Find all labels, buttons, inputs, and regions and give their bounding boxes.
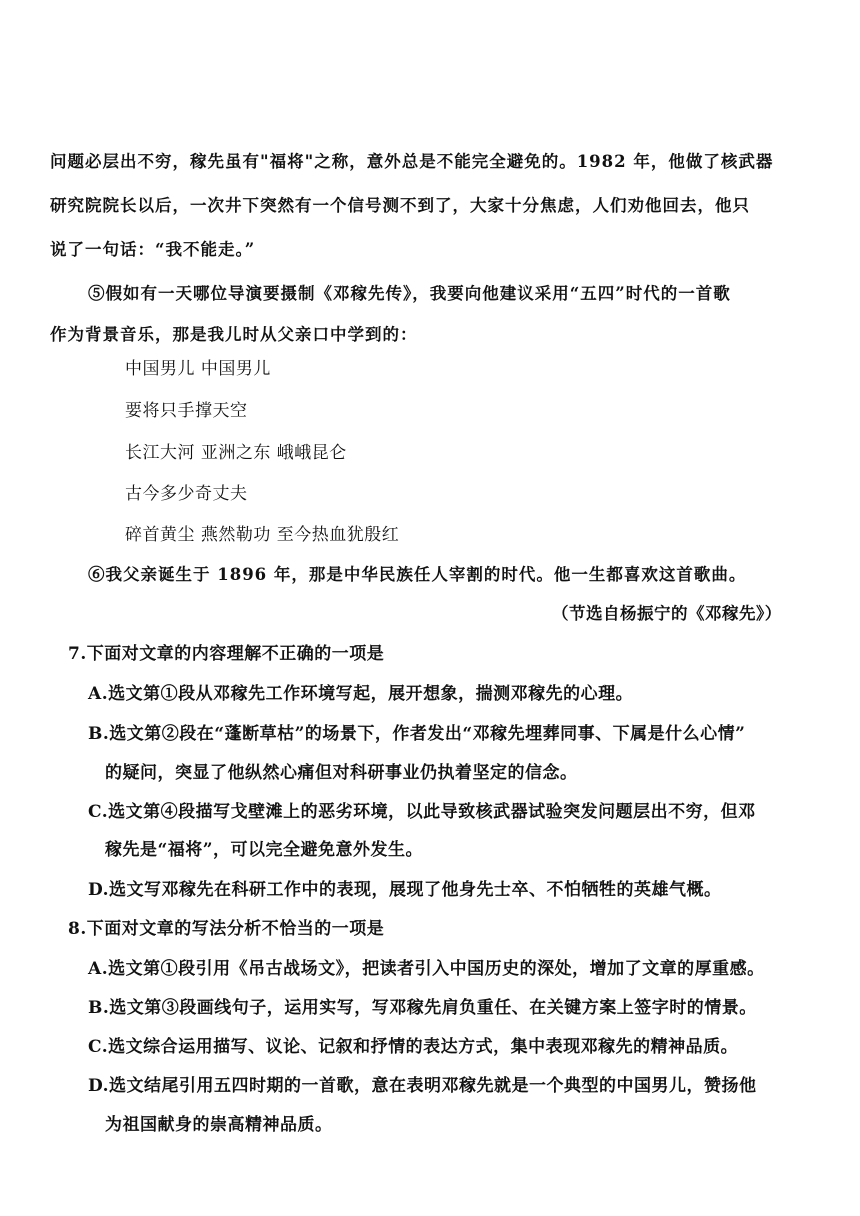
passage-line: 作为背景音乐，那是我儿时从父亲口中学到的： (50, 325, 418, 344)
question-8-option-c: C.选文综合运用描写、议论、记叙和抒情的表达方式，集中表现邓稼先的精神品质。 (88, 1037, 739, 1057)
paragraph-5-start: ⑤假如有一天哪位导演要摄制《邓稼先传》，我要向他建议采用“五四”时代的一首歌 (88, 284, 731, 303)
source-attribution: （节选自杨振宁的《邓稼先》） (552, 604, 782, 623)
song-lyric-line: 古今多少奇丈夫 (125, 484, 248, 504)
paragraph-6: ⑥我父亲诞生于 1896 年，那是中华民族任人宰割的时代。他一生都喜欢这首歌曲。 (88, 565, 747, 584)
question-8-option-b: B.选文第③段画线句子，运用实写，写邓稼先肩负重任、在关键方案上签字时的情景。 (88, 998, 757, 1018)
question-7-option-d: D.选文写邓稼先在科研工作中的表现，展现了他身先士卒、不怕牺牲的英雄气概。 (88, 880, 722, 900)
song-lyric-line: 中国男儿 中国男儿 (125, 359, 271, 379)
passage-line: 说了一句话：“我不能走。” (50, 240, 256, 259)
question-8-option-a: A.选文第①段引用《吊古战场文》，把读者引入中国历史的深处，增加了文章的厚重感。 (88, 959, 765, 979)
question-7-option-c: C.选文第④段描写戈壁滩上的恶劣环境，以此导致核武器试验突发问题层出不穷，但邓 (88, 802, 756, 822)
song-lyric-line: 要将只手撑天空 (125, 401, 248, 421)
song-lyric-line: 碎首黄尘 燕然勒功 至今热血犹殷红 (125, 525, 400, 545)
question-8-option-d: D.选文结尾引用五四时期的一首歌，意在表明邓稼先就是一个典型的中国男儿，赞扬他 (88, 1076, 757, 1096)
question-7-option-c-cont: 稼先是“福将”，可以完全避免意外发生。 (105, 840, 424, 860)
song-lyric-line: 长江大河 亚洲之东 峨峨昆仑 (125, 443, 347, 463)
question-7-option-b: B.选文第②段在“蓬断草枯”的场景下，作者发出“邓稼先埋葬同事、下属是什么心情” (88, 724, 746, 744)
passage-line: 研究院院长以后，一次井下突然有一个信号测不到了，大家十分焦虑，人们劝他回去，他只 (50, 196, 750, 215)
question-7-option-a: A.选文第①段从邓稼先工作环境写起，展开想象，揣测邓稼先的心理。 (88, 684, 634, 704)
question-8-stem: 8.下面对文章的写法分析不恰当的一项是 (68, 919, 385, 939)
question-8-option-d-cont: 为祖国献身的崇高精神品质。 (105, 1115, 333, 1135)
question-7-option-b-cont: 的疑问，突显了他纵然心痛但对科研事业仍执着坚定的信念。 (105, 763, 578, 783)
passage-line: 问题必层出不穷，稼先虽有"福将"之称，意外总是不能完全避免的。1982 年，他做了核武器 (50, 152, 774, 171)
question-7-stem: 7.下面对文章的内容理解不正确的一项是 (68, 644, 385, 664)
